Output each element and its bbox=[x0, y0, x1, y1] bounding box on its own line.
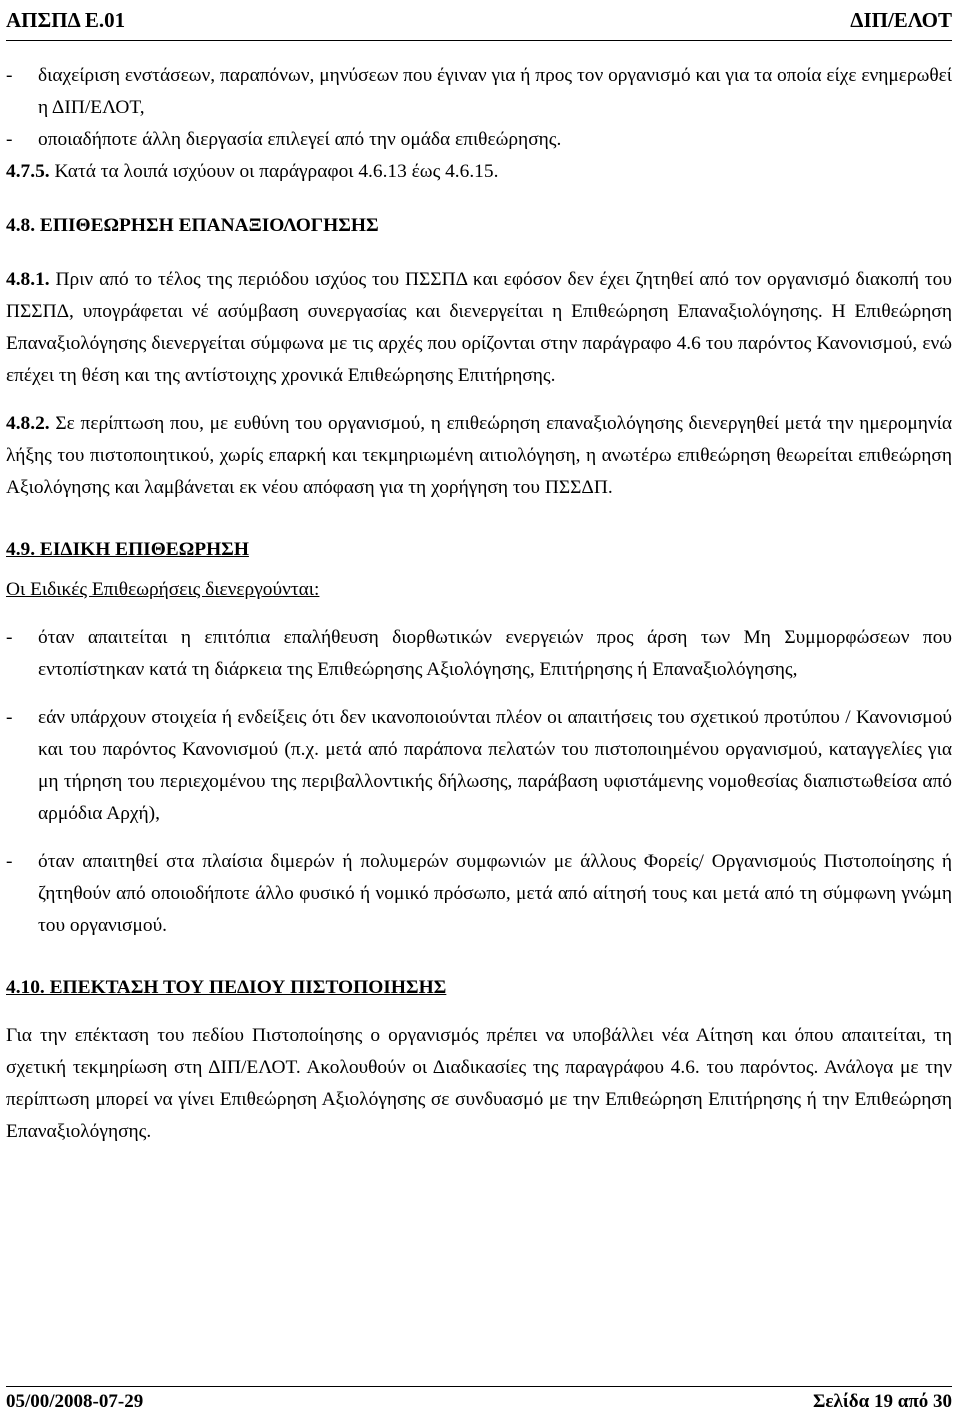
paragraph-text: Σε περίπτωση που, με ευθύνη του οργανισμού, η επιθεώρηση επαναξιολόγησης διενεργηθεί μετά την ημερομηνία λήξης του πιστοποιητικού, χωρίς επαρκή και τεκμηριωμένη αιτιολόγηση, η ανωτέρω επιθεώρηση θεωρείται επιθεώρηση Αξιολόγησης και λαμβάνεται εκ νέου απόφαση για τη χορήγηση του ΠΣΣΔΠ. bbox=[6, 413, 953, 498]
footer-revision-date: 05/00/2008-07-29 bbox=[6, 1391, 144, 1412]
section-heading-4-10 bbox=[6, 972, 952, 1004]
dash-marker: - bbox=[6, 65, 13, 86]
list-item-text: όταν απαιτηθεί στα πλαίσια διμερών ή πολυμερών συμφωνιών με άλλους Φορείς/ Οργανισμούς Πιστοποίησης ή ζητηθούν από οποιοδήποτε άλλο φυσικό ή νομικό πρόσωπο, μετά από αίτησή τους και μετά από τη σύμφωνη γνώμη του οργανισμού. bbox=[38, 851, 952, 936]
list-item-text: οποιαδήποτε άλλη διεργασία επιλεγεί από την ομάδα επιθεώρησης. bbox=[38, 129, 562, 150]
paragraph-4-10: Για την επέκταση του πεδίου Πιστοποίησης ο οργανισμός πρέπει να υποβάλλει νέα Αίτηση και όπου απαιτείται, τη σχετική τεκμηρίωση στη ΔΙΠ/ΕΛΟΤ. Ακολουθούν οι Διαδικασίες της παραγράφου 4.6. του παρόντος. Ανάλογα με την περίπτωση μπορεί να γίνει Επιθεώρηση Αξιολόγησης σε συνδυασμό με την Επιθεώρηση Επιτήρησης ή την Επιθεώρηση Επαναξιολόγησης. bbox=[6, 1025, 952, 1142]
section-heading-text: 4.10. ΕΠΕΚΤΑΣΗ ΤΟΥ ΠΕΔΙΟΥ ΠΙΣΤΟΠΟΙΗΣΗΣ bbox=[6, 977, 447, 998]
paragraph-text: Κατά τα λοιπά ισχύουν οι παράγραφοι 4.6.13 έως 4.6.15. bbox=[54, 161, 499, 182]
paragraph-4-7-5 bbox=[6, 156, 952, 188]
page-content bbox=[6, 60, 952, 1148]
section-intro-text: Οι Ειδικές Επιθεωρήσεις διενεργούνται: bbox=[6, 579, 320, 600]
page-footer bbox=[6, 1386, 952, 1417]
list-item bbox=[6, 622, 952, 686]
dash-marker: - bbox=[6, 129, 13, 150]
dash-marker: - bbox=[6, 707, 13, 728]
section-heading-4-9 bbox=[6, 534, 952, 566]
dash-marker: - bbox=[6, 851, 13, 872]
paragraph-number: 4.7.5. bbox=[6, 161, 50, 182]
paragraph-4-8-1 bbox=[6, 264, 952, 392]
list-item bbox=[6, 702, 952, 830]
section-intro bbox=[6, 574, 952, 606]
list-item-text: όταν απαιτείται η επιτόπια επαλήθευση διορθωτικών ενεργειών προς άρση των Μη Συμμορφώσεων που εντοπίστηκαν κατά τη διάρκεια της Επιθεώρησης Αξιολόγησης, Επιτήρησης ή Επαναξιολόγησης, bbox=[38, 627, 952, 680]
list-item bbox=[6, 60, 952, 124]
page-header bbox=[6, 0, 952, 41]
list-item-text: εάν υπάρχουν στοιχεία ή ενδείξεις ότι δεν ικανοποιούνται πλέον οι απαιτήσεις του σχετικού προτύπου / Κανονισμού και του παρόντος Κανονισμού (π.χ. μετά από παράπονα πελατών του πιστοποιημένου οργανισμού, καταγγελίες για μη τήρηση του περιεχομένου της περιβαλλοντικής δήλωσης, παράβαση υφιστάμενης νομοθεσίας διαπιστωθείσα από αρμόδια Αρχή), bbox=[38, 707, 952, 824]
paragraph-number: 4.8.1. bbox=[6, 269, 50, 290]
footer-page-number: Σελίδα 19 από 30 bbox=[813, 1391, 952, 1412]
dash-marker: - bbox=[6, 627, 13, 648]
list-item-text: διαχείριση ενστάσεων, παραπόνων, μηνύσεων που έγιναν για ή προς τον οργανισμό και για τα οποία είχε ενημερωθεί η ΔΙΠ/ΕΛΟΤ, bbox=[38, 65, 952, 118]
header-organization: ΔΙΠ/ΕΛΟΤ bbox=[850, 8, 952, 32]
paragraph-number: 4.8.2. bbox=[6, 413, 50, 434]
list-item bbox=[6, 846, 952, 942]
section-heading-text: 4.9. ΕΙΔΙΚΗ ΕΠΙΘΕΩΡΗΣΗ bbox=[6, 539, 249, 560]
paragraph-4-8-2 bbox=[6, 408, 952, 504]
paragraph-text: Πριν από το τέλος της περιόδου ισχύος του ΠΣΣΠΔ και εφόσον δεν έχει ζητηθεί από τον οργανισμό διακοπή του ΠΣΣΠΔ, υπογράφεται νέ ασύμβαση συνεργασίας και διενεργείται η Επιθεώρηση Επαναξιολόγησης. Η Επιθεώρηση Επαναξιολόγησης διενεργείται σύμφωνα με τις αρχές που ορίζονται στην παράγραφο 4.6 του παρόντος Κανονισμού, ενώ επέχει τη θέση και της αντίστοιχης χρονικά Επιθεώρησης Επιτήρησης. bbox=[6, 269, 952, 386]
section-heading-4-8: 4.8. ΕΠΙΘΕΩΡΗΣΗ ΕΠΑΝΑΞΙΟΛΟΓΗΣΗΣ bbox=[6, 215, 379, 236]
header-document-code: ΑΠΣΠΔ Ε.01 bbox=[6, 8, 126, 32]
list-item bbox=[6, 124, 952, 156]
